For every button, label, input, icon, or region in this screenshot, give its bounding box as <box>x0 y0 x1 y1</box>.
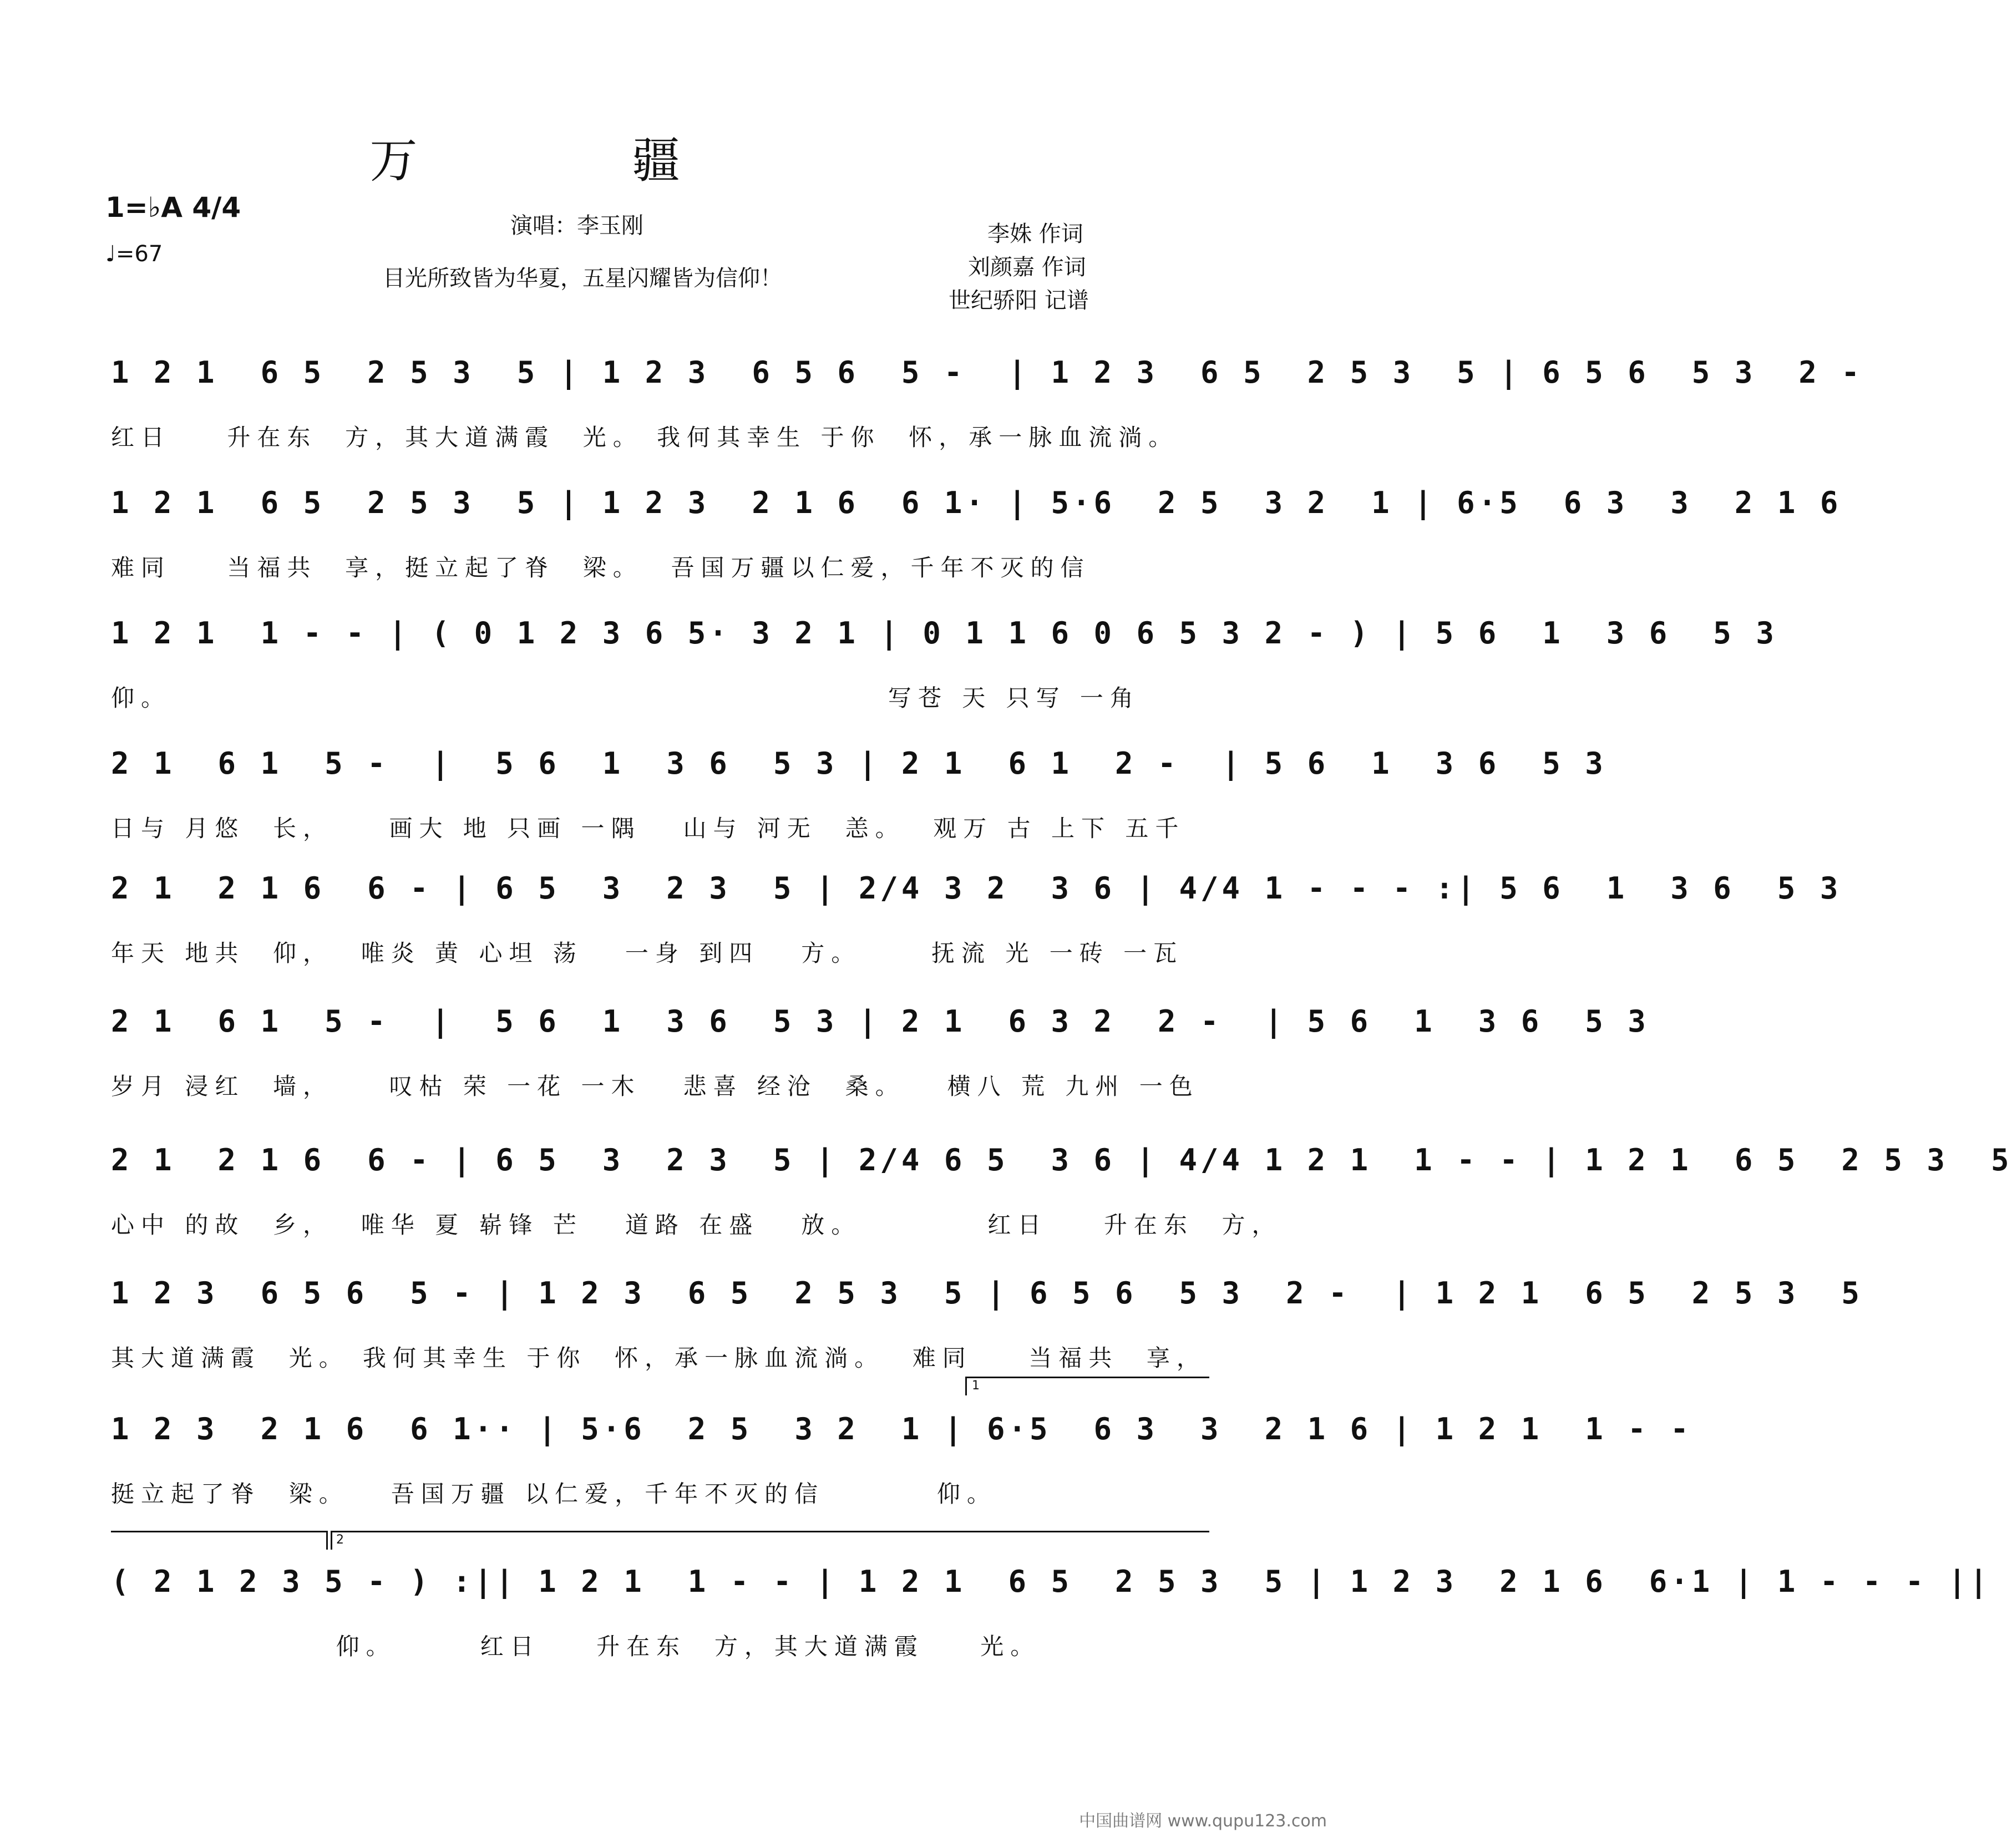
second-ending-label: 2 <box>336 1533 344 1547</box>
notes: 1 2 3 6 5 6 5 - | 1 2 3 6 5 2 5 3 5 | 6 5 6 5 3 2 - | 1 2 1 6 5 2 5 3 5 <box>111 1276 1863 1311</box>
score-row-3 <box>111 616 1777 712</box>
first-ending-tick <box>965 1377 967 1395</box>
score-row-7 <box>111 1143 2012 1238</box>
score-row-8 <box>111 1276 1863 1372</box>
lyrics: 心中 的故 乡， 唯华 夏 崭锋 芒 道路 在盛 放。 红日 升在东 方， <box>111 1211 1282 1238</box>
notes: 1 2 1 6 5 2 5 3 5 | 1 2 3 2 1 6 6 1· | 5·6 2 5 3 2 1 | 6·5 6 3 3 2 1 6 <box>111 485 1842 520</box>
lyrics: 日与 月悠 长， 画大 地 只画 一隅 山与 河无 恙。 观万 古 上下 五千 <box>111 815 1185 842</box>
notes: 1 2 1 6 5 2 5 3 5 | 1 2 3 6 5 6 5 - | 1 2 3 6 5 2 5 3 5 | 6 5 6 5 3 2 - <box>111 355 1863 390</box>
lyrics: 岁月 浸红 墙， 叹枯 荣 一花 一木 悲喜 经沧 桑。 横八 荒 九州 一色 <box>111 1073 1199 1100</box>
tempo-marking: ♩=67 <box>105 241 163 267</box>
first-ending-end-tick <box>326 1531 328 1550</box>
notes: 2 1 6 1 5 - | 5 6 1 3 6 5 3 | 2 1 6 3 2 2 - | 5 6 1 3 6 5 3 <box>111 1004 1649 1039</box>
song-title: 万 疆 <box>369 133 780 189</box>
credit-transcriber: 世纪骄阳 记谱 <box>949 288 1089 313</box>
first-ending-bracket <box>965 1377 1209 1378</box>
tagline: 目光所致皆为华夏，五星闪耀皆为信仰！ <box>383 266 782 291</box>
score-row-5 <box>111 871 1842 967</box>
score-row-4 <box>111 746 1606 842</box>
score-row-1 <box>111 355 1863 451</box>
lyrics: 难同 当福共 享，挺立起了脊 梁。 吾国万疆以仁爱，千年不灭的信 <box>111 554 1091 581</box>
second-ending-bracket <box>331 1531 1209 1532</box>
site-watermark: 中国曲谱网 www.qupu123.com <box>1079 1811 1327 1831</box>
lyrics: 红日 升在东 方，其大道满霞 光。 我何其幸生 于你 怀，承一脉血流淌。 <box>111 424 1179 451</box>
key-signature: 1=♭A 4/4 <box>105 191 241 224</box>
lyrics: 仰。 红日 升在东 方，其大道满霞 光。 <box>111 1633 1041 1660</box>
lyrics: 挺立起了脊 梁。 吾国万疆 以仁爱，千年不灭的信 仰。 <box>111 1480 997 1507</box>
notes: 1 2 1 1 - - | ( 0 1 2 3 6 5· 3 2 1 | 0 1 1 6 0 6 5 3 2 - ) | 5 6 1 3 6 5 3 <box>111 616 1777 651</box>
notes: ( 2 1 2 3 5 - ) :|| 1 2 1 1 - - | 1 2 1 6 5 2 5 3 5 | 1 2 3 2 1 6 6·1 | 1 - - - || <box>111 1564 1991 1599</box>
score-row-2 <box>111 485 1842 581</box>
lyrics: 其大道满霞 光。 我何其幸生 于你 怀，承一脉血流淌。 难同 当福共 享， <box>111 1344 1207 1372</box>
credit-lyricist-2: 刘颜嘉 作词 <box>968 255 1086 280</box>
score-row-6 <box>111 1004 1649 1100</box>
second-ending-tick <box>331 1531 332 1550</box>
notes: 1 2 3 2 1 6 6 1·· | 5·6 2 5 3 2 1 | 6·5 6 3 3 2 1 6 | 1 2 1 1 - - <box>111 1412 1692 1446</box>
lyrics: 年天 地共 仰， 唯炎 黄 心坦 荡 一身 到四 方。 抚流 光 一砖 一瓦 <box>111 940 1184 967</box>
score-row-9 <box>111 1412 1692 1507</box>
notes: 2 1 2 1 6 6 - | 6 5 3 2 3 5 | 2/4 6 5 3 6 | 4/4 1 2 1 1 - - | 1 2 1 6 5 2 5 3 5 <box>111 1143 2012 1177</box>
score-row-10 <box>111 1564 1991 1660</box>
first-ending-label: 1 <box>972 1379 980 1393</box>
credit-lyricist-1: 李姝 作词 <box>987 221 1083 247</box>
first-ending-continuation <box>111 1531 327 1532</box>
notes: 2 1 2 1 6 6 - | 6 5 3 2 3 5 | 2/4 3 2 3 6 | 4/4 1 - - - :| 5 6 1 3 6 5 3 <box>111 871 1842 906</box>
singer: 演唱：李玉刚 <box>510 213 643 238</box>
notes: 2 1 6 1 5 - | 5 6 1 3 6 5 3 | 2 1 6 1 2 - | 5 6 1 3 6 5 3 <box>111 746 1606 781</box>
lyrics: 仰。 写苍 天 只写 一角 <box>111 684 1140 712</box>
